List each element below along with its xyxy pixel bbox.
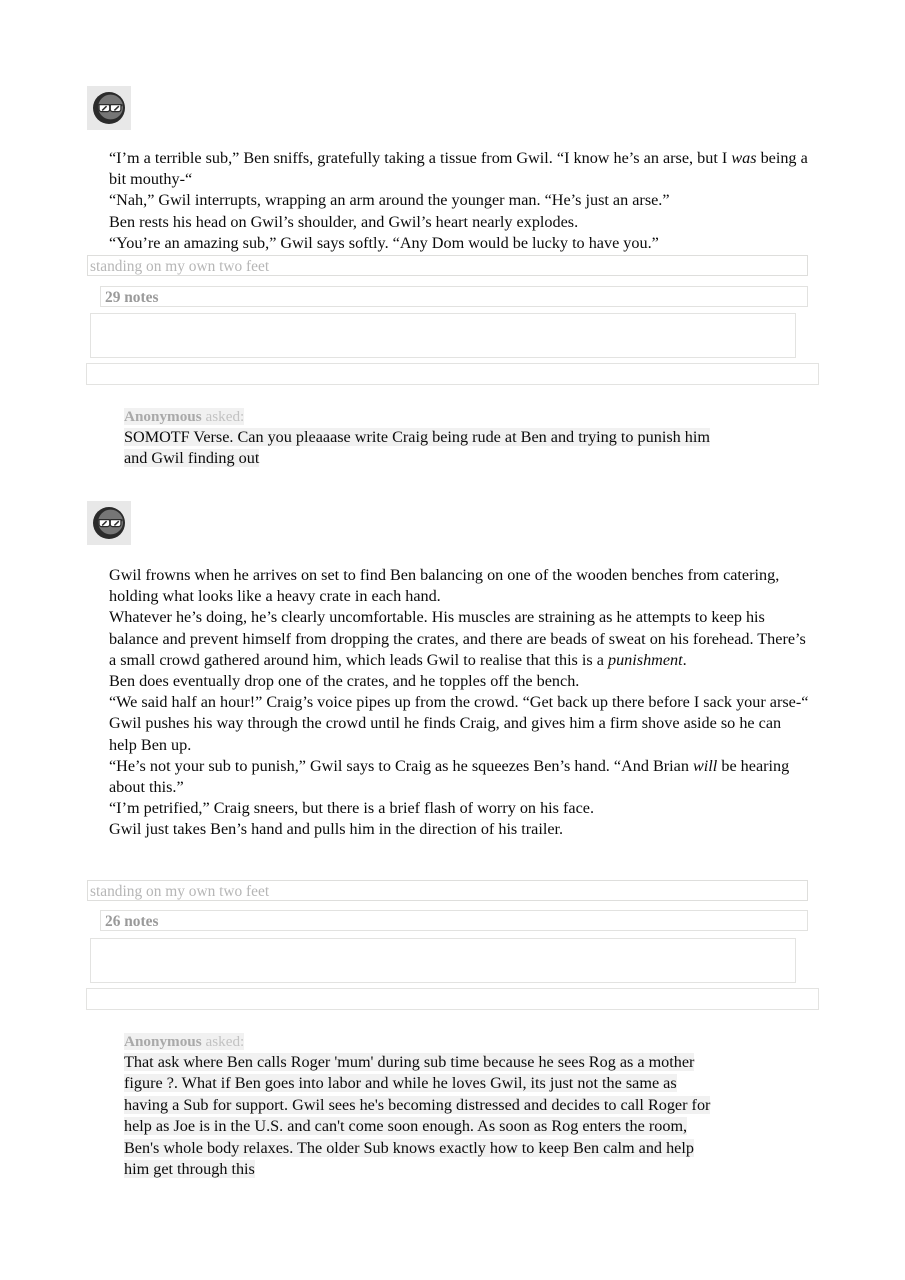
post-footer-bar (86, 363, 819, 385)
post-paragraph: Ben does eventually drop one of the crates, and he topples off the bench. (109, 672, 580, 691)
post-notes-panel (90, 938, 796, 983)
post-paragraph: Gwil frowns when he arrives on set to find Ben balancing on one of the wooden benches from catering, holding what looks like a heavy crate in each hand. (109, 566, 780, 606)
ask-header: Anonymous asked: (124, 408, 245, 425)
post-paragraph: “Nah,” Gwil interrupts, wrapping an arm around the younger man. “He’s just an arse.” (109, 191, 670, 210)
post-tag-link[interactable]: standing on my own two feet (87, 880, 808, 901)
ask-question-text: SOMOTF Verse. Can you pleaaase write Craig being rude at Ben and trying to punish him and Gwil finding out (124, 428, 710, 468)
post-paragraph: Ben rests his head on Gwil’s shoulder, and Gwil’s heart nearly explodes. (109, 212, 579, 231)
ask-block-1 (124, 407, 724, 470)
ask-question-text: That ask where Ben calls Roger 'mum' during sub time because he sees Rog as a mother figure ?. What if Ben goes into labor and while he loves Gwil, its just not the same as having a Sub for support. Gwil sees he's becoming distressed and decides to call Roger for help as Joe is in the U.S. and can't come soon enough. As soon as Rog enters the room, Ben's whole body relaxes. The older Sub knows exactly how to keep Ben calm and help him get through this (124, 1053, 711, 1179)
asker-name[interactable]: Anonymous (124, 408, 202, 425)
post-paragraph: Gwil just takes Ben’s hand and pulls him in the direction of his trailer. (109, 820, 564, 839)
post-paragraph: Whatever he’s doing, he’s clearly uncomfortable. His muscles are straining as he attempts to keep his balance and prevent himself from dropping the crates, and there are beads of sweat on his forehead. There’s a small crowd gathered around him, which leads Gwil to realise that this is a punishment. (109, 608, 806, 669)
post-body-1 (109, 148, 809, 254)
emphasis: was (731, 149, 757, 167)
sunglasses-face-icon (92, 91, 126, 125)
post-paragraph: “I’m a terrible sub,” Ben sniffs, gratefully taking a tissue from Gwil. “I know he’s an arse, but I was being a bit mouthy-“ (109, 149, 808, 189)
sunglasses-face-icon (92, 506, 126, 540)
avatar[interactable] (87, 501, 131, 545)
post-paragraph: “We said half an hour!” Craig’s voice pipes up from the crowd. “Get back up there before I sack your arse-“ (109, 693, 809, 712)
ask-block-2 (124, 1032, 714, 1180)
post-tag-link[interactable]: standing on my own two feet (87, 255, 808, 276)
post-notes-count[interactable]: 29 notes (100, 286, 808, 307)
post-footer-bar (86, 988, 819, 1010)
emphasis: will (693, 756, 718, 775)
asker-name[interactable]: Anonymous (124, 1033, 202, 1050)
post-notes-count[interactable]: 26 notes (100, 910, 808, 931)
avatar[interactable] (87, 86, 131, 130)
post-body-2 (109, 565, 811, 841)
post-paragraph: “I’m petrified,” Craig sneers, but there is a brief flash of worry on his face. (109, 799, 594, 818)
post-paragraph: “You’re an amazing sub,” Gwil says softly. “Any Dom would be lucky to have you.” (109, 233, 659, 252)
post-paragraph: “He’s not your sub to punish,” Gwil says to Craig as he squeezes Ben’s hand. “And Brian will be hearing about this.” (109, 756, 790, 797)
ask-header: Anonymous asked: (124, 1033, 245, 1050)
post-paragraph: Gwil pushes his way through the crowd until he finds Craig, and gives him a firm shove aside so he can help Ben up. (109, 714, 782, 754)
emphasis: punishment (607, 650, 683, 669)
post-notes-panel (90, 313, 796, 358)
